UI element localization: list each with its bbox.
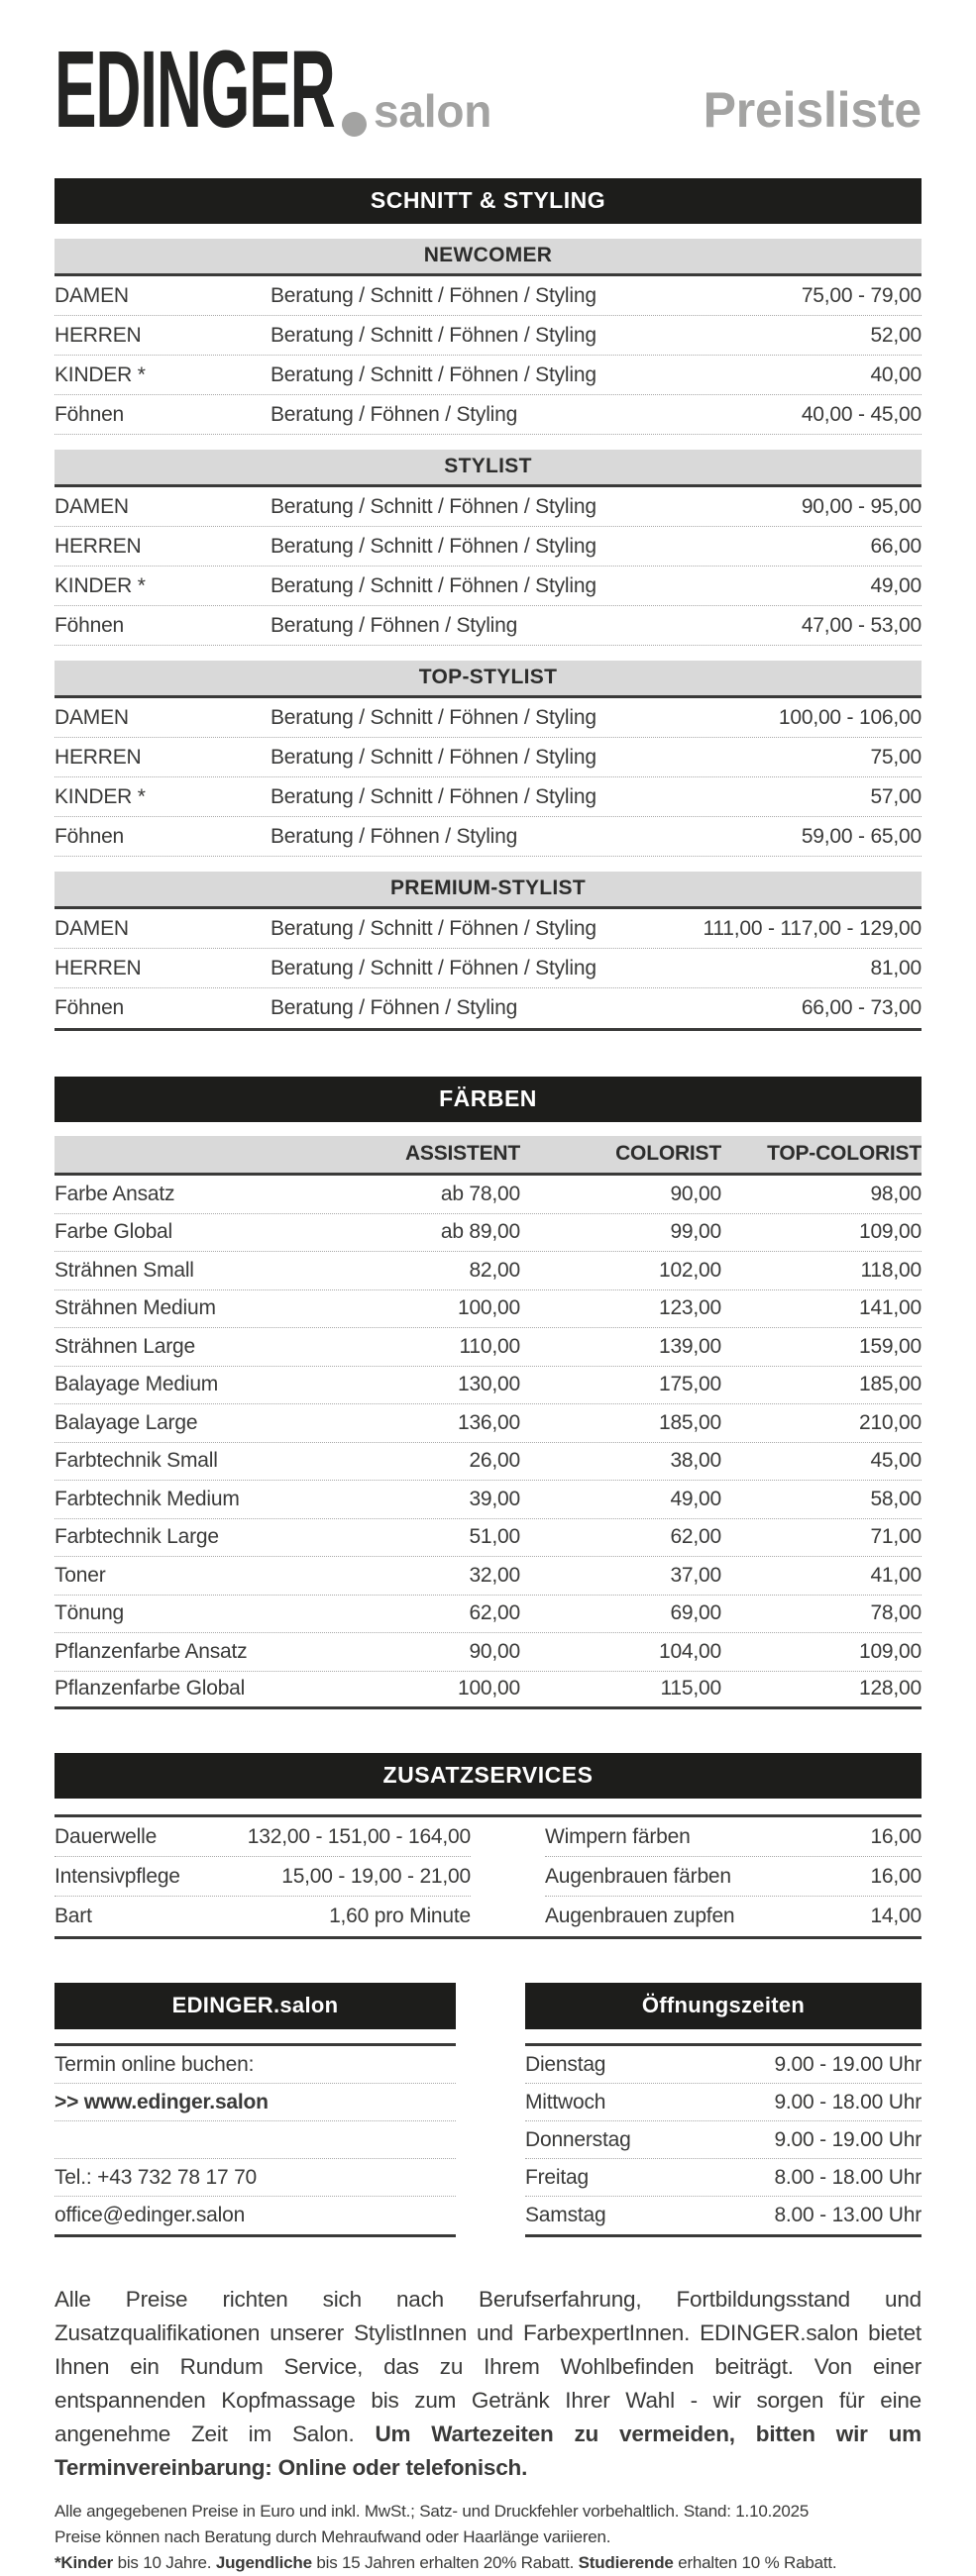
hours-row: [525, 2046, 922, 2084]
footnote-segment: *Kinder: [54, 2553, 114, 2572]
price-row: [54, 777, 922, 817]
service-price: 40,00 - 45,00: [801, 402, 922, 426]
price-colorist: 62,00: [670, 1525, 721, 1549]
group-stylist: [54, 450, 922, 646]
service-price: 52,00: [870, 323, 922, 347]
service-price: 59,00 - 65,00: [801, 824, 922, 848]
service-label: Toner: [54, 1563, 106, 1587]
price-row: [545, 1857, 922, 1897]
price-row: [54, 698, 922, 738]
service-description: Beratung / Schnitt / Föhnen / Styling: [271, 534, 596, 558]
service-price: 81,00: [870, 956, 922, 979]
service-label: Tönung: [54, 1601, 125, 1625]
table-row: [54, 1214, 922, 1253]
service-price: 66,00: [870, 534, 922, 558]
hours-row: [525, 2159, 922, 2197]
table-row: [54, 1176, 922, 1214]
price-row: [54, 567, 922, 606]
info-paragraph: [54, 2283, 922, 2485]
opening-hours-card: [525, 1983, 922, 2237]
service-price: 57,00: [870, 784, 922, 808]
service-description: Beratung / Schnitt / Föhnen / Styling: [271, 916, 596, 940]
service-price: 15,00 - 19,00 - 21,00: [281, 1864, 471, 1888]
price-colorist: 185,00: [658, 1410, 721, 1434]
table-row: [54, 1633, 922, 1672]
table-row: [54, 1252, 922, 1290]
hours-row: [525, 2084, 922, 2121]
page-title: Preisliste: [703, 82, 922, 138]
footnote-line-2: Preise können nach Beratung durch Mehraufwand oder Haarlänge variieren.: [54, 2527, 611, 2546]
group-top-stylist: [54, 661, 922, 857]
phone-number[interactable]: Tel.: +43 732 78 17 70: [54, 2165, 258, 2189]
contact-row: [54, 2046, 456, 2084]
time-value: 9.00 - 19.00 Uhr: [774, 2127, 922, 2151]
price-row: [54, 1897, 471, 1936]
service-price: 40,00: [870, 362, 922, 386]
service-label: Strähnen Large: [54, 1334, 195, 1358]
table-row: [54, 1328, 922, 1367]
info-text: Alle Preise richten sich nach Berufserfahrung, Fortbildungsstand und Zusatzqualifikationen unserer StylistInnen und FarbexpertInnen. EDINGER.salon bietet Ihnen ein Rundum Service, das zu Ihrem Wohlbefinden beiträgt. Von einer entspannenden Kopfmassage bis zum Getränk Ihrer Wahl - wir sorgen für eine angenehme Zeit im Salon.: [54, 2287, 922, 2446]
column-header-top-colorist: TOP-COLORIST: [767, 1142, 922, 1165]
price-colorist: 38,00: [670, 1449, 721, 1473]
footer-cards: [54, 1983, 922, 2237]
column-header-empty: [54, 1142, 332, 1166]
booking-link[interactable]: >> www.edinger.salon: [54, 2090, 269, 2113]
price-top-colorist: 71,00: [870, 1525, 922, 1549]
time-value: 8.00 - 13.00 Uhr: [774, 2204, 922, 2226]
email-address[interactable]: office@edinger.salon: [54, 2204, 246, 2226]
price-row: [545, 1897, 922, 1936]
price-top-colorist: 109,00: [858, 1220, 922, 1244]
price-top-colorist: 210,00: [858, 1410, 922, 1434]
service-label: Strähnen Medium: [54, 1296, 216, 1320]
price-assistent: 39,00: [469, 1487, 520, 1510]
service-label: Farbe Global: [54, 1220, 172, 1244]
service-price: 66,00 - 73,00: [801, 996, 922, 1019]
price-assistent: 136,00: [457, 1410, 520, 1434]
group-banner-stylist: STYLIST: [54, 450, 922, 487]
service-label: Pflanzenfarbe Ansatz: [54, 1639, 248, 1663]
price-row: [545, 1817, 922, 1857]
service-description: Beratung / Schnitt / Föhnen / Styling: [271, 323, 596, 347]
contact-row: [54, 2084, 456, 2121]
brand-suffix: salon: [374, 85, 492, 137]
service-label: Farbe Ansatz: [54, 1182, 175, 1205]
price-row: [54, 316, 922, 356]
service-label: Augenbrauen zupfen: [545, 1905, 735, 1927]
service-price: 16,00: [870, 1824, 922, 1848]
price-assistent: 90,00: [469, 1639, 520, 1663]
table-row: [54, 1519, 922, 1558]
service-price: 1,60 pro Minute: [329, 1905, 471, 1927]
service-label: KINDER *: [54, 784, 146, 808]
price-assistent: 130,00: [457, 1373, 520, 1396]
booking-label: Termin online buchen:: [54, 2052, 255, 2076]
price-colorist: 90,00: [670, 1182, 721, 1205]
price-row: [54, 949, 922, 988]
price-top-colorist: 141,00: [858, 1296, 922, 1320]
opening-hours-body: [525, 2043, 922, 2237]
price-assistent: 82,00: [469, 1258, 520, 1282]
footnote-line-1: Alle angegebenen Preise in Euro und inkl. MwSt.; Satz- und Druckfehler vorbehaltlich. Stand: 1.10.2025: [54, 2502, 810, 2521]
footnote-segment: Studierende: [578, 2553, 674, 2572]
service-label: DAMEN: [54, 494, 129, 518]
service-price: 14,00: [870, 1905, 922, 1927]
price-row: [54, 817, 922, 857]
service-price: 100,00 - 106,00: [778, 705, 922, 729]
service-label: Bart: [54, 1905, 92, 1927]
price-assistent: 26,00: [469, 1449, 520, 1473]
column-header-assistent: ASSISTENT: [404, 1142, 520, 1165]
service-label: Dauerwelle: [54, 1824, 158, 1848]
contact-card-banner: EDINGER.salon: [54, 1983, 456, 2029]
service-label: Föhnen: [54, 824, 125, 848]
price-row: [54, 988, 922, 1028]
price-top-colorist: 58,00: [870, 1487, 922, 1510]
price-assistent: 110,00: [459, 1334, 520, 1358]
table-row: [54, 1481, 922, 1519]
price-row: [54, 527, 922, 567]
service-price: 132,00 - 151,00 - 164,00: [247, 1824, 471, 1848]
price-row: [54, 909, 922, 949]
brand-wordmark: EDINGER: [54, 29, 335, 151]
section-banner-zusatzservices: ZUSATZSERVICES: [54, 1753, 922, 1799]
price-colorist: 123,00: [658, 1296, 721, 1320]
service-label: Föhnen: [54, 402, 125, 426]
opening-hours-banner: Öffnungszeiten: [525, 1983, 922, 2029]
service-price: 90,00 - 95,00: [801, 494, 922, 518]
footnote-line-3: [54, 2550, 922, 2576]
service-description: Beratung / Schnitt / Föhnen / Styling: [271, 956, 596, 979]
day-label: Donnerstag: [525, 2127, 631, 2151]
group-newcomer: [54, 239, 922, 435]
contact-row: [54, 2159, 456, 2197]
service-price: 16,00: [870, 1864, 922, 1888]
service-label: HERREN: [54, 534, 142, 558]
section-zusatzservices: [54, 1753, 922, 1939]
faerben-column-header: [54, 1136, 922, 1176]
price-row: [54, 738, 922, 777]
service-label: Föhnen: [54, 613, 125, 637]
table-row: [54, 1557, 922, 1596]
zusatz-left-column: [54, 1817, 471, 1936]
service-label: Farbtechnik Small: [54, 1449, 218, 1473]
group-banner-premium-stylist: PREMIUM-STYLIST: [54, 872, 922, 909]
day-label: Samstag: [525, 2204, 606, 2226]
price-top-colorist: 118,00: [860, 1258, 922, 1282]
service-label: Wimpern färben: [545, 1824, 691, 1848]
column-header-colorist: COLORIST: [615, 1142, 721, 1165]
section-banner-schnitt-styling: SCHNITT & STYLING: [54, 178, 922, 224]
zusatz-right-column: [545, 1817, 922, 1936]
price-top-colorist: 78,00: [870, 1601, 922, 1625]
service-label: KINDER *: [54, 573, 146, 597]
day-label: Mittwoch: [525, 2090, 606, 2113]
brand-logo: [54, 29, 492, 151]
service-description: Beratung / Schnitt / Föhnen / Styling: [271, 784, 596, 808]
price-colorist: 115,00: [660, 1677, 721, 1700]
price-row: [54, 395, 922, 435]
price-colorist: 104,00: [658, 1639, 721, 1663]
price-assistent: ab 78,00: [440, 1182, 520, 1205]
price-colorist: 49,00: [670, 1487, 721, 1510]
service-label: DAMEN: [54, 916, 129, 940]
price-colorist: 37,00: [670, 1563, 721, 1587]
day-label: Freitag: [525, 2165, 589, 2189]
service-description: Beratung / Schnitt / Föhnen / Styling: [271, 494, 596, 518]
price-assistent: 100,00: [457, 1296, 520, 1320]
table-row: [54, 1443, 922, 1482]
price-row: [54, 606, 922, 646]
price-colorist: 99,00: [670, 1220, 721, 1244]
service-description: Beratung / Schnitt / Föhnen / Styling: [271, 573, 596, 597]
service-price: 111,00 - 117,00 - 129,00: [703, 916, 922, 940]
group-banner-newcomer: NEWCOMER: [54, 239, 922, 276]
time-value: 8.00 - 18.00 Uhr: [774, 2165, 922, 2189]
price-row: [54, 487, 922, 527]
hours-row: [525, 2197, 922, 2234]
footnote-segment: bis 15 Jahren erhalten 20% Rabatt.: [311, 2553, 579, 2572]
service-price: 49,00: [870, 573, 922, 597]
time-value: 9.00 - 18.00 Uhr: [774, 2090, 922, 2113]
section-faerben: [54, 1077, 922, 1709]
service-description: Beratung / Föhnen / Styling: [271, 824, 518, 848]
price-row: [54, 1817, 471, 1857]
price-assistent: 51,00: [469, 1525, 520, 1549]
price-row: [54, 356, 922, 395]
service-label: Pflanzenfarbe Global: [54, 1677, 246, 1700]
time-value: 9.00 - 19.00 Uhr: [774, 2052, 922, 2076]
price-row: [54, 276, 922, 316]
service-label: Balayage Large: [54, 1410, 198, 1434]
brand-dot-icon: [342, 112, 367, 137]
service-label: DAMEN: [54, 283, 129, 307]
info-text-bold: Um Wartezeiten zu vermeiden, bitten wir um Terminvereinbarung: Online oder telefonisch.: [54, 2421, 922, 2480]
group-premium-stylist: [54, 872, 922, 1031]
service-label: Balayage Medium: [54, 1373, 219, 1396]
table-row: [54, 1290, 922, 1329]
service-label: Strähnen Small: [54, 1258, 194, 1282]
service-label: Farbtechnik Medium: [54, 1487, 240, 1510]
service-label: KINDER *: [54, 362, 146, 386]
table-row: [54, 1596, 922, 1634]
section-banner-faerben: FÄRBEN: [54, 1077, 922, 1122]
price-top-colorist: 185,00: [858, 1373, 922, 1396]
table-row: [54, 1367, 922, 1405]
price-colorist: 69,00: [670, 1601, 721, 1625]
price-top-colorist: 45,00: [870, 1449, 922, 1473]
price-top-colorist: 109,00: [858, 1639, 922, 1663]
contact-row-empty: [54, 2121, 456, 2159]
service-label: HERREN: [54, 745, 142, 769]
service-description: Beratung / Schnitt / Föhnen / Styling: [271, 362, 596, 386]
footnote-segment: erhalten 10 % Rabatt.: [673, 2553, 837, 2572]
contact-row: [54, 2197, 456, 2234]
table-row: [54, 1404, 922, 1443]
service-description: Beratung / Föhnen / Styling: [271, 402, 518, 426]
price-colorist: 139,00: [658, 1334, 721, 1358]
table-row: [54, 1672, 922, 1710]
service-label: Intensivpflege: [54, 1864, 180, 1888]
price-top-colorist: 128,00: [858, 1677, 922, 1700]
service-label: HERREN: [54, 956, 142, 979]
service-label: HERREN: [54, 323, 142, 347]
price-colorist: 102,00: [658, 1258, 721, 1282]
price-top-colorist: 41,00: [870, 1563, 922, 1587]
hours-row: [525, 2121, 922, 2159]
footnotes: [54, 2499, 922, 2576]
service-description: Beratung / Schnitt / Föhnen / Styling: [271, 283, 596, 307]
price-assistent: 100,00: [457, 1677, 520, 1700]
service-label: Föhnen: [54, 996, 125, 1019]
price-top-colorist: 98,00: [870, 1182, 922, 1205]
footnote-segment: Jugendliche: [215, 2553, 312, 2572]
contact-card: [54, 1983, 456, 2237]
service-description: Beratung / Föhnen / Styling: [271, 996, 518, 1019]
service-description: Beratung / Schnitt / Föhnen / Styling: [271, 745, 596, 769]
brand-wordmark-wrap: [54, 29, 342, 151]
price-top-colorist: 159,00: [858, 1334, 922, 1358]
zusatzservices-table: [54, 1814, 922, 1939]
price-row: [54, 1857, 471, 1897]
contact-card-body: [54, 2043, 456, 2237]
footnote-segment: bis 10 Jahre.: [113, 2553, 216, 2572]
header: [54, 29, 922, 151]
service-label: Augenbrauen färben: [545, 1864, 731, 1888]
service-label: DAMEN: [54, 705, 129, 729]
service-price: 75,00 - 79,00: [801, 283, 922, 307]
day-label: Dienstag: [525, 2052, 606, 2076]
price-assistent: ab 89,00: [440, 1220, 520, 1244]
service-price: 47,00 - 53,00: [801, 613, 922, 637]
service-label: Farbtechnik Large: [54, 1525, 219, 1549]
service-description: Beratung / Schnitt / Föhnen / Styling: [271, 705, 596, 729]
price-colorist: 175,00: [658, 1373, 721, 1396]
service-price: 75,00: [870, 745, 922, 769]
price-assistent: 62,00: [469, 1601, 520, 1625]
group-banner-top-stylist: TOP-STYLIST: [54, 661, 922, 698]
service-description: Beratung / Föhnen / Styling: [271, 613, 518, 637]
price-assistent: 32,00: [469, 1563, 520, 1587]
